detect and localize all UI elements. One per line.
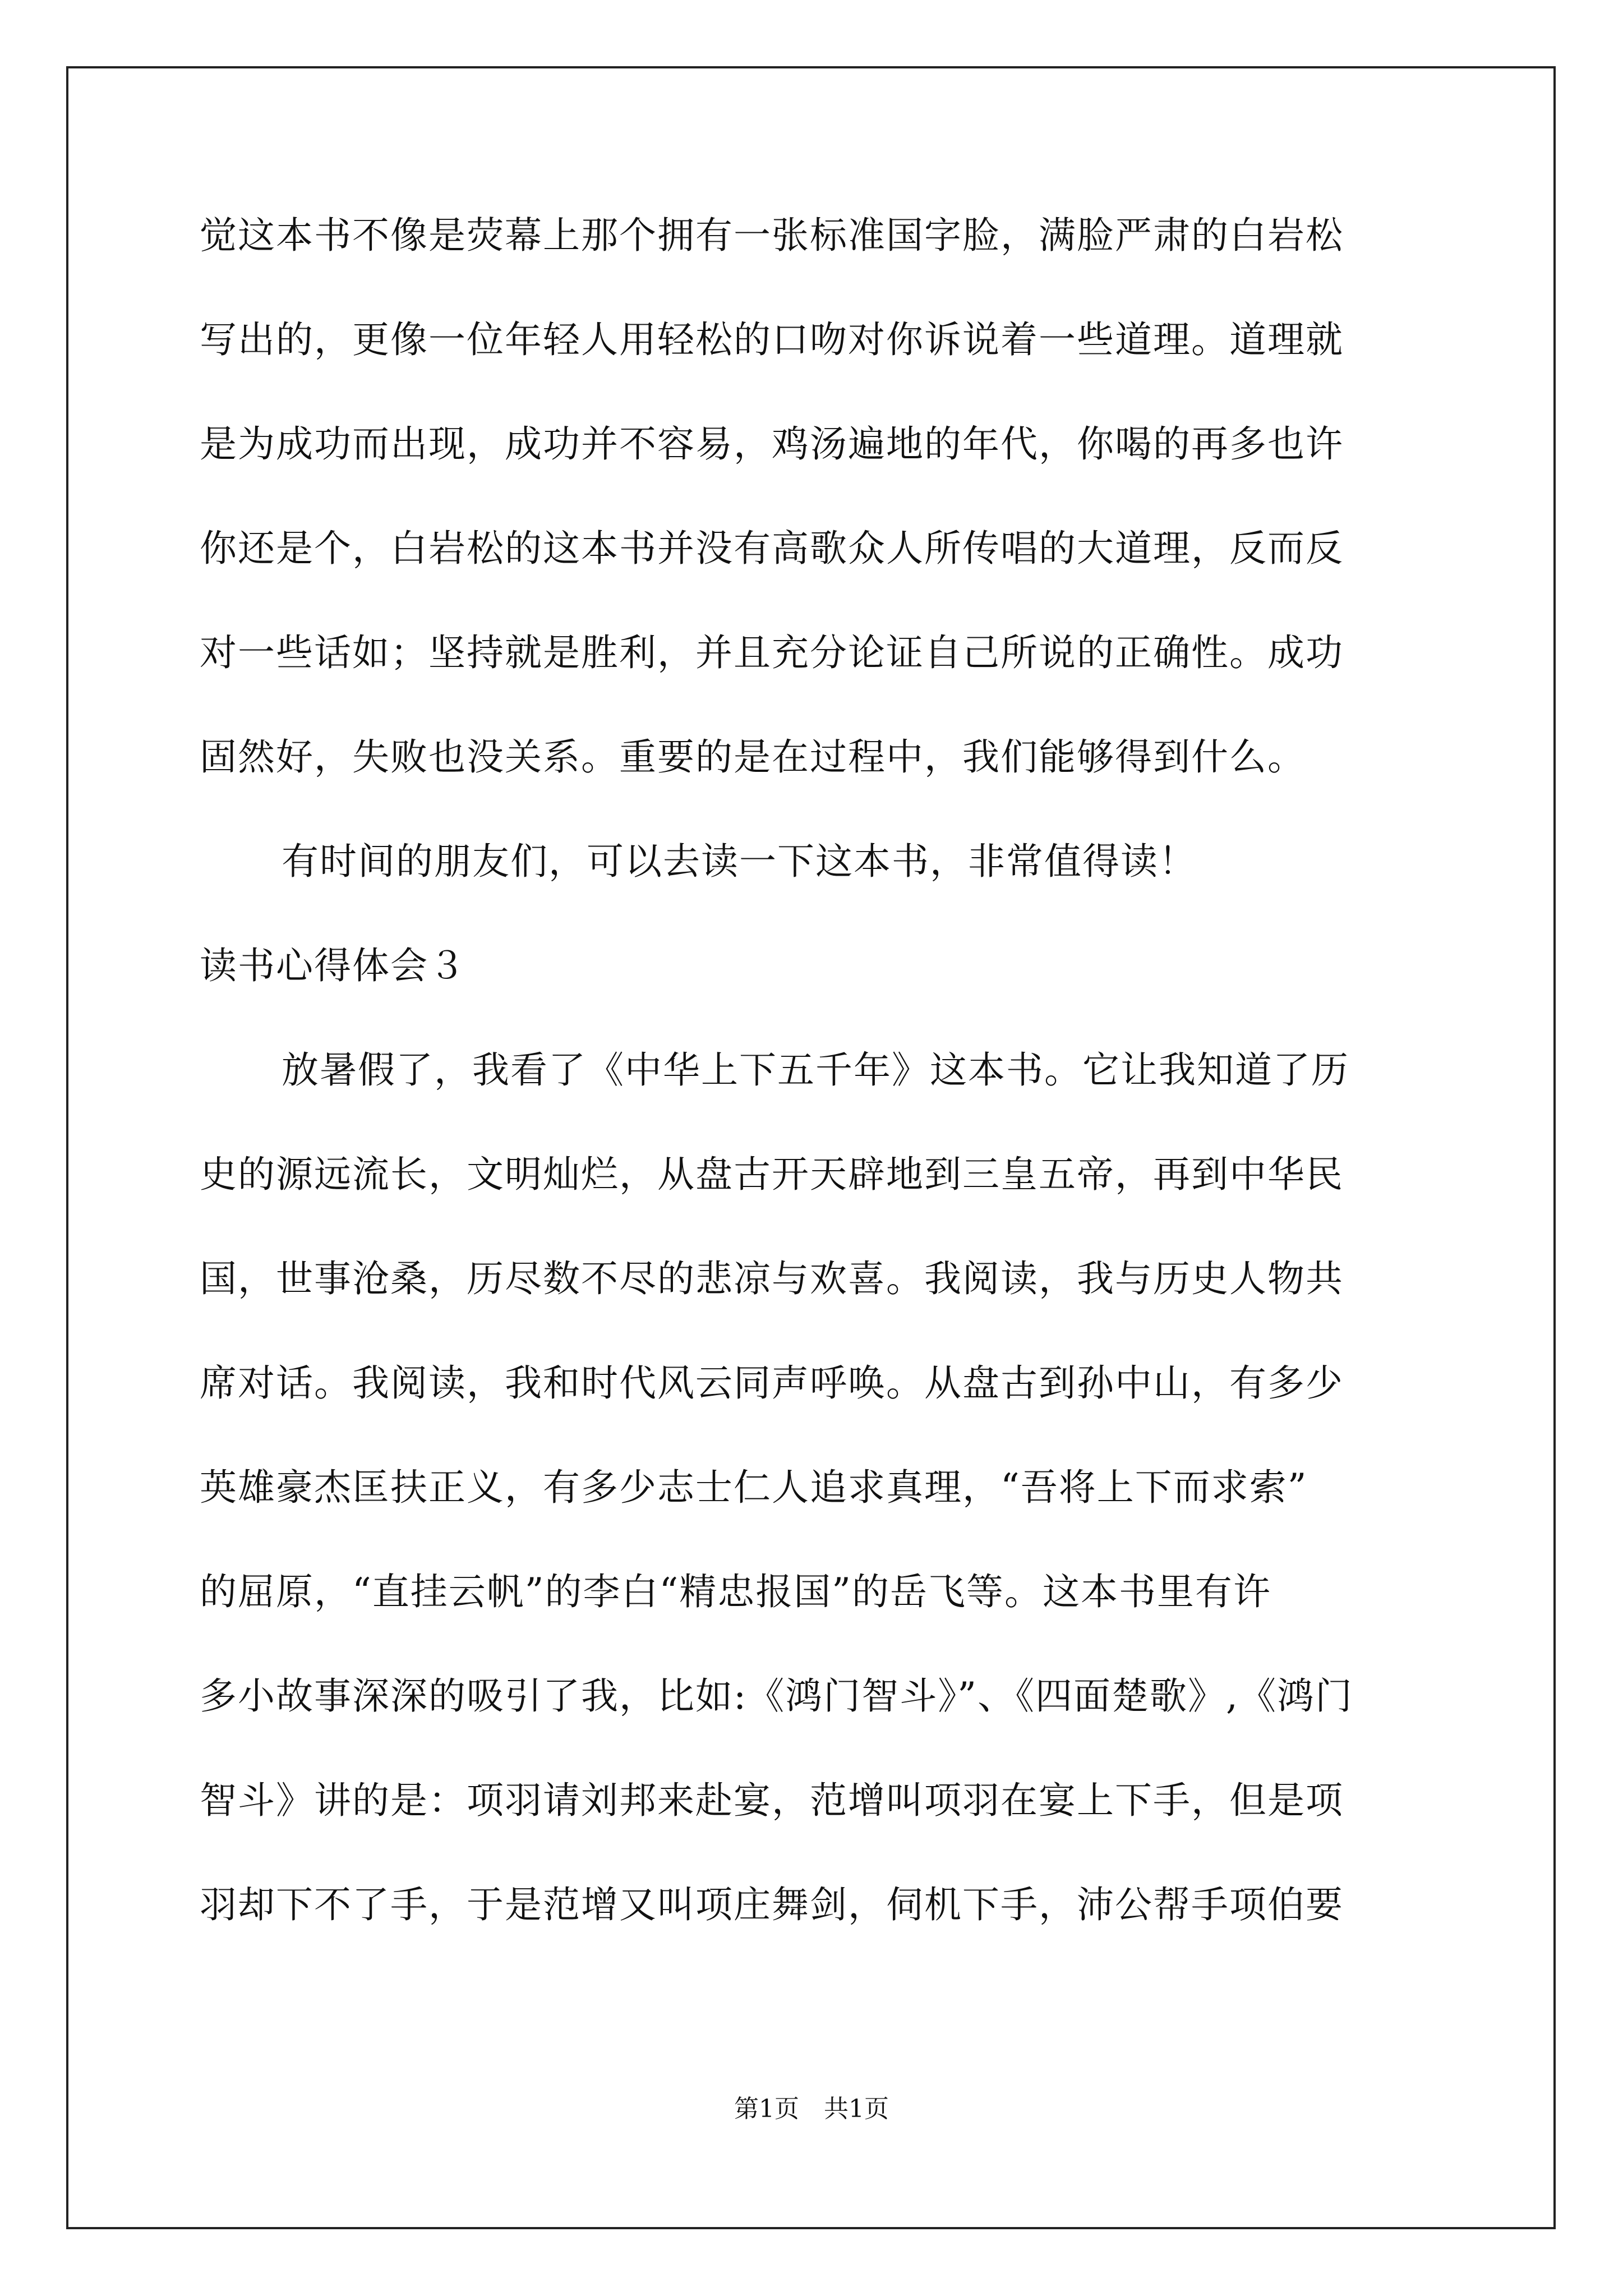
text-line: 英雄豪杰匡扶正义，有多少志士仁人追求真理，“吾将上下而求索”	[200, 1466, 1308, 1509]
text-line: 觉这本书不像是荧幕上那个拥有一张标准国字脸，满脸严肃的白岩松	[200, 214, 1344, 257]
text-line: 国，世事沧桑，历尽数不尽的悲凉与欢喜。我阅读，我与历史人物共	[200, 1257, 1344, 1300]
text-line: 写出的，更像一位年轻人用轻松的口吻对你诉说着一些道理。道理就	[200, 318, 1344, 361]
section-heading: 读书心得体会３	[200, 944, 467, 987]
text-line: 是为成功而出现，成功并不容易，鸡汤遍地的年代，你喝的再多也许	[200, 422, 1344, 466]
text-line: 史的源远流长，文明灿烂，从盘古开天辟地到三皇五帝，再到中华民	[200, 1153, 1344, 1196]
text-line: 智斗》讲的是：项羽请刘邦来赴宴，范增叫项羽在宴上下手，但是项	[200, 1779, 1344, 1822]
text-line: 放暑假了，我看了《中华上下五千年》这本书。它让我知道了历	[282, 1048, 1349, 1092]
text-line: 席对话。我阅读，我和时代风云同声呼唤。从盘古到孙中山，有多少	[200, 1361, 1344, 1405]
page-number-footer: 第1页 共1页	[734, 2095, 889, 2123]
paragraph-recommendation: 有时间的朋友们，可以去读一下这本书，非常值得读！	[282, 840, 1197, 883]
text-line: 对一些话如；坚持就是胜利，并且充分论证自己所说的正确性。成功	[200, 631, 1344, 674]
text-line: 羽却下不了手，于是范增又叫项庄舞剑，伺机下手，沛公帮手项伯要	[200, 1883, 1344, 1926]
text-line: 固然好，失败也没关系。重要的是在过程中，我们能够得到什么。	[200, 735, 1306, 779]
text-line: 你还是个，白岩松的这本书并没有高歌众人所传唱的大道理，反而反	[200, 527, 1344, 570]
text-line: 的屈原，“直挂云帆”的李白“精忠报国”的岳飞等。这本书里有许	[200, 1570, 1271, 1613]
text-line: 多小故事深深的吸引了我，比如:《鸿门智斗》”、《四面楚歌》,《鸿门	[200, 1674, 1353, 1718]
